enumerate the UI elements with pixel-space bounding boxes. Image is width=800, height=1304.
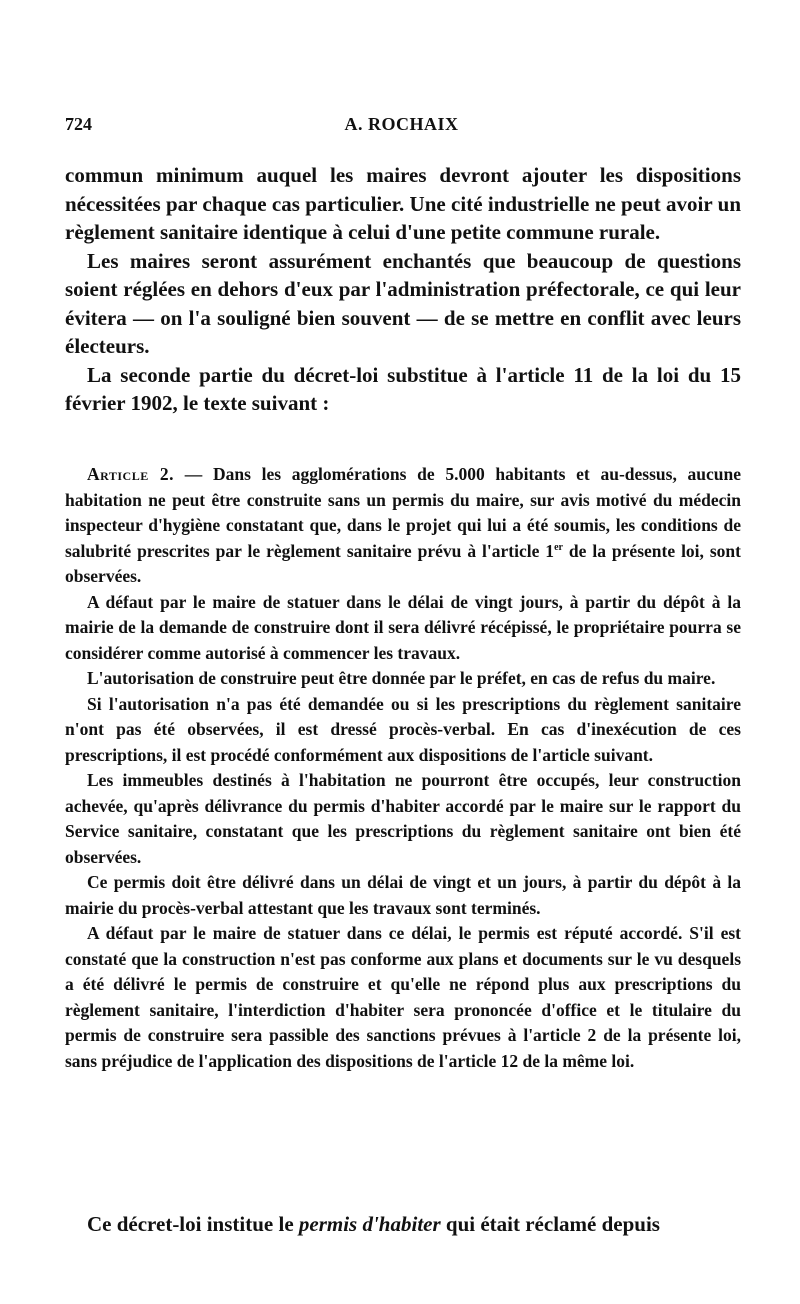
article-superscript: er: [554, 541, 563, 553]
article-first-paragraph: [65, 462, 741, 590]
closing-before: Ce décret-loi institue le: [87, 1212, 299, 1236]
running-head: A. ROCHAIX: [344, 114, 459, 134]
intro-text: [65, 161, 741, 418]
article-paragraph: Les immeubles destinés à l'habitation ne pourront être occupés, leur construction achevée, qu'après délivrance du permis d'habiter accordé par le maire sur le rapport du Service sanitaire, constatant que les prescriptions du règlement sanitaire ont bien été observées.: [65, 770, 741, 867]
intro-paragraph: La seconde partie du décret-loi substitue à l'article 11 de la loi du 15 février 1902, le texte suivant :: [65, 362, 741, 415]
intro-paragraph: commun minimum auquel les maires devront ajouter les dispositions nécessitées par chaque cas particulier. Une cité industrielle ne peut avoir un règlement sanitaire identique à celui d'une petite commune rurale.: [65, 163, 741, 244]
closing-paragraph: [65, 1210, 741, 1239]
intro-paragraph: Les maires seront assurément enchantés que beaucoup de questions soient réglées en dehors d'eux par l'administration préfectorale, ce qui leur évitera — on l'a souligné bien souvent — de se mettre en conflit avec leurs électeurs.: [65, 248, 741, 358]
article-block: [65, 462, 741, 1074]
article-paragraph: A défaut par le maire de statuer dans ce délai, le permis est réputé accordé. S'il est constaté que la construction n'est pas conforme aux plans et documents sur le vu desquels a été délivré le permis de construire et qu'elle ne répond plus aux prescriptions du règlement sanitaire, l'interdiction d'habiter sera prononcée d'office et le titulaire du permis de construire sera passible des sanctions prévues à l'article 2 de la présente loi, sans préjudice de l'application des dispositions de l'article 12 de la même loi.: [65, 923, 741, 1071]
closing-text: [65, 1210, 741, 1239]
article-first-tail: de la présente loi, sont observées.: [65, 540, 741, 586]
closing-after: qui était réclamé depuis: [440, 1212, 660, 1236]
article-paragraph: Si l'autorisation n'a pas été demandée ou si les prescriptions du règlement sanitaire n'ont pas été observées, il est dressé procès-verbal. En cas d'inexécution de ces prescriptions, il est procédé conformément aux dispositions de l'article suivant.: [65, 693, 741, 765]
article-first-text: — Dans les agglomérations de 5.000 habitants et au-dessus, aucune habitation ne peut être construite sans un permis du maire, sur avis motivé du médecin inspecteur d'hygiène constatant que, dans le projet qui lui a été soumis, les conditions de salubrité prescrites par le règlement sanitaire prévu à l'article 1: [65, 464, 741, 561]
page-header: [65, 114, 738, 140]
closing-emphasis: permis d'habiter: [298, 1212, 441, 1236]
article-label: Article 2.: [87, 464, 175, 484]
page-number: 724: [65, 114, 92, 134]
article-paragraph: L'autorisation de construire peut être donnée par le préfet, en cas de refus du maire.: [87, 668, 716, 688]
article-paragraph: Ce permis doit être délivré dans un délai de vingt et un jours, à partir du dépôt à la mairie du procès-verbal attestant que les travaux sont terminés.: [65, 872, 741, 918]
article-paragraph: A défaut par le maire de statuer dans le délai de vingt jours, à partir du dépôt à la mairie de la demande de construire dont il sera délivré récépissé, le propriétaire pourra se considérer comme autorisé à commencer les travaux.: [65, 591, 741, 663]
